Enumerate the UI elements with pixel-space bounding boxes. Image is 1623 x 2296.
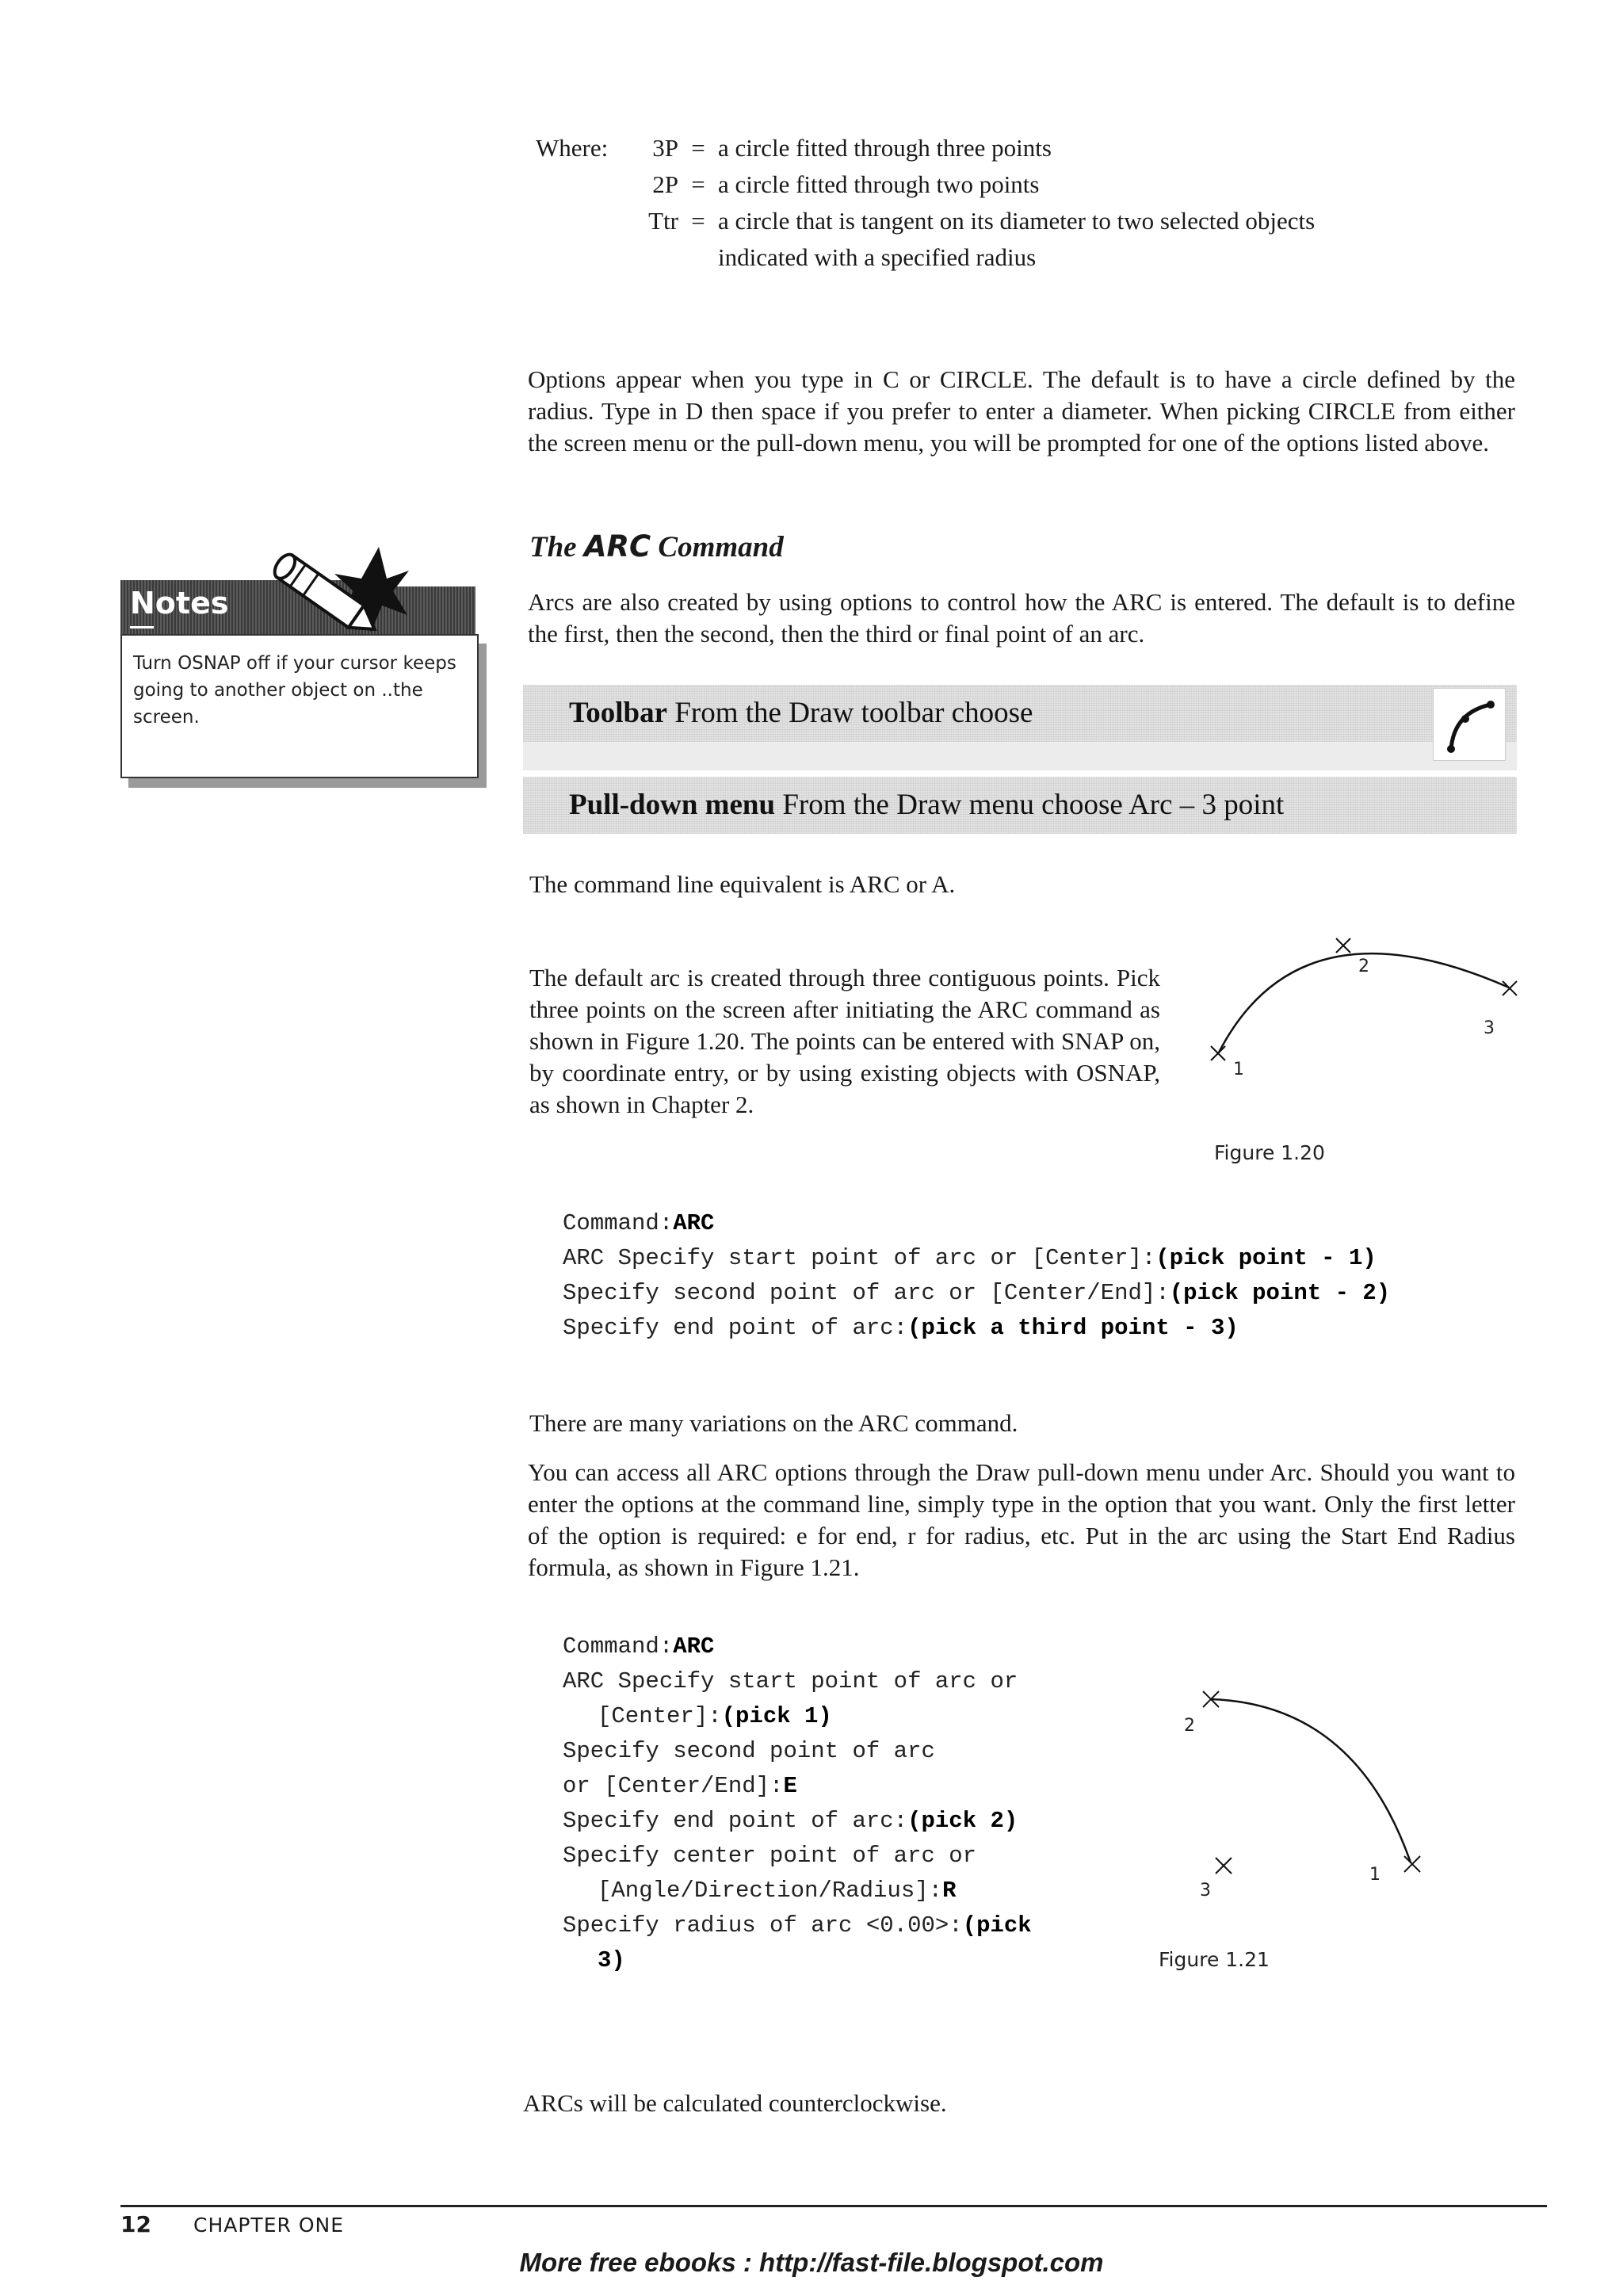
footer-rule [120, 2205, 1547, 2207]
command-line: [Center]:(pick 1) [598, 1703, 832, 1729]
command-line: Command:ARC [563, 1633, 715, 1660]
paragraph-access: You can access all ARC options through the Draw pull-down menu under Arc. Should you want to enter the options at the command line, simply type in the option that you want. Only the first letter of the option is required: e for end, r for radius, etc. Put in the arc using the Start End Radius formula, as shown in Figure 1.21. [528, 1458, 1515, 1581]
figure-1-21-label-1: 1 [1369, 1865, 1381, 1885]
pick-marker-3 [1503, 981, 1517, 995]
command-line: Specify center point of arc or [563, 1843, 977, 1869]
pick-marker-2 [1336, 938, 1350, 953]
notes-text: Turn OSNAP off if your cursor keeps going to another object on ..the screen. [133, 653, 456, 728]
command-line: Specify second point of arc [563, 1738, 935, 1764]
pencil-icon [252, 539, 411, 650]
toolbar-instruction: From the Draw toolbar choose [667, 697, 1033, 729]
where-lead: Where: [536, 134, 609, 162]
paragraph-variations: There are many variations on the ARC command. [529, 1409, 1018, 1437]
command-line: Specify radius of arc <0.00>:(pick [563, 1912, 1032, 1939]
command-line: Specify end point of arc:(pick a third point - 3) [563, 1315, 1239, 1341]
where-desc: a circle that is tangent on its diameter to two selected objects [718, 207, 1316, 235]
figure-1-21-label-2: 2 [1184, 1716, 1195, 1736]
command-line: [Angle/Direction/Radius]:R [598, 1878, 957, 1904]
command-block-1 [563, 1206, 1390, 1346]
pulldown-instruction: From the Draw menu choose Arc – 3 point [775, 789, 1285, 821]
figure-1-20-caption: Figure 1.20 [1214, 1141, 1325, 1164]
where-row-2p [536, 166, 1431, 203]
toolbar-label: Toolbar [569, 697, 668, 729]
pulldown-label: Pull-down menu [569, 789, 776, 821]
where-list [536, 130, 1431, 276]
where-row-ttr [536, 203, 1431, 239]
command-line: Specify end point of arc:(pick 2) [563, 1808, 1018, 1834]
arc-toolbar-button[interactable] [1433, 688, 1506, 761]
arc-tool-icon [1434, 689, 1505, 760]
arc-heading-suffix: Command [651, 531, 784, 563]
pulldown-band-text [523, 777, 1517, 834]
page-number: 12 [120, 2211, 151, 2237]
promo-link[interactable]: More free ebooks : http://fast-file.blogspot.com [519, 2248, 1104, 2277]
arc-heading [529, 529, 784, 564]
pick-marker-3 [1216, 1858, 1232, 1874]
where-desc: a circle fitted through two points [718, 170, 1040, 198]
where-continuation: indicated with a specified radius [718, 243, 1037, 271]
notes-title: Notes [130, 586, 229, 621]
where-desc: a circle fitted through three points [718, 134, 1052, 162]
command-line: 3) [598, 1947, 625, 1973]
command-line: ARC Specify start point of arc or [563, 1668, 1018, 1694]
where-key: Ttr [648, 207, 678, 235]
paragraph-default-arc: The default arc is created through three contiguous points. Pick three points on the screen after initiating the ARC command as shown in Figure 1.20. The points can be entered with SNAP on, by coordinate entry, or by using existing objects with OSNAP, as shown in Chapter 2. [529, 964, 1160, 1118]
where-key: 2P [652, 170, 678, 198]
figure-1-21-arc [1211, 1699, 1411, 1862]
pulldown-band [523, 777, 1517, 834]
command-line: Specify second point of arc or [Center/End]:(pick point - 2) [563, 1280, 1391, 1306]
command-line: Command:ARC [563, 1210, 715, 1236]
command-equivalent: The command line equivalent is ARC or A. [529, 870, 956, 898]
toolbar-band-text [523, 685, 1517, 742]
band-gap [523, 742, 1517, 770]
pick-marker-1 [1211, 1046, 1225, 1060]
toolbar-band [523, 685, 1517, 742]
where-eq: = [691, 170, 705, 198]
where-row-continuation [536, 239, 1431, 276]
figure-1-20 [1189, 927, 1537, 1133]
where-eq: = [691, 207, 705, 235]
figure-1-21 [1157, 1672, 1442, 1926]
figure-1-20-label-1: 1 [1233, 1060, 1244, 1079]
command-block-2 [563, 1629, 1032, 1978]
paragraph-arcs: Arcs are also created by using options to control how the ARC is entered. The default is to define the first, then the second, then the third or final point of an arc. [528, 588, 1515, 648]
figure-1-21-caption: Figure 1.21 [1159, 1948, 1270, 1971]
figure-1-20-label-3: 3 [1484, 1018, 1495, 1038]
figure-1-21-label-3: 3 [1200, 1881, 1211, 1901]
chapter-label: CHAPTER ONE [193, 2214, 344, 2237]
where-row-3p [536, 130, 1431, 166]
paragraph-options: Options appear when you type in C or CIRCLE. The default is to have a circle defined by the radius. Type in D then space if you prefer to enter a diameter. When picking CIRCLE from either the screen menu or the pull-down menu, you will be prompted for one of the options listed above. [528, 365, 1515, 457]
where-key: 3P [652, 134, 678, 162]
command-line: ARC Specify start point of arc or [Center]:(pick point - 1) [563, 1245, 1377, 1271]
notes-title-underline [130, 626, 154, 628]
figure-1-20-label-2: 2 [1358, 957, 1369, 976]
arc-heading-command: ARC [583, 529, 651, 563]
command-line: or [Center/End]:E [563, 1773, 797, 1799]
closing-line: ARCs will be calculated counterclockwise. [523, 2089, 947, 2117]
arc-heading-prefix: The [529, 531, 584, 563]
pick-marker-1 [1404, 1856, 1420, 1872]
where-eq: = [691, 134, 705, 162]
